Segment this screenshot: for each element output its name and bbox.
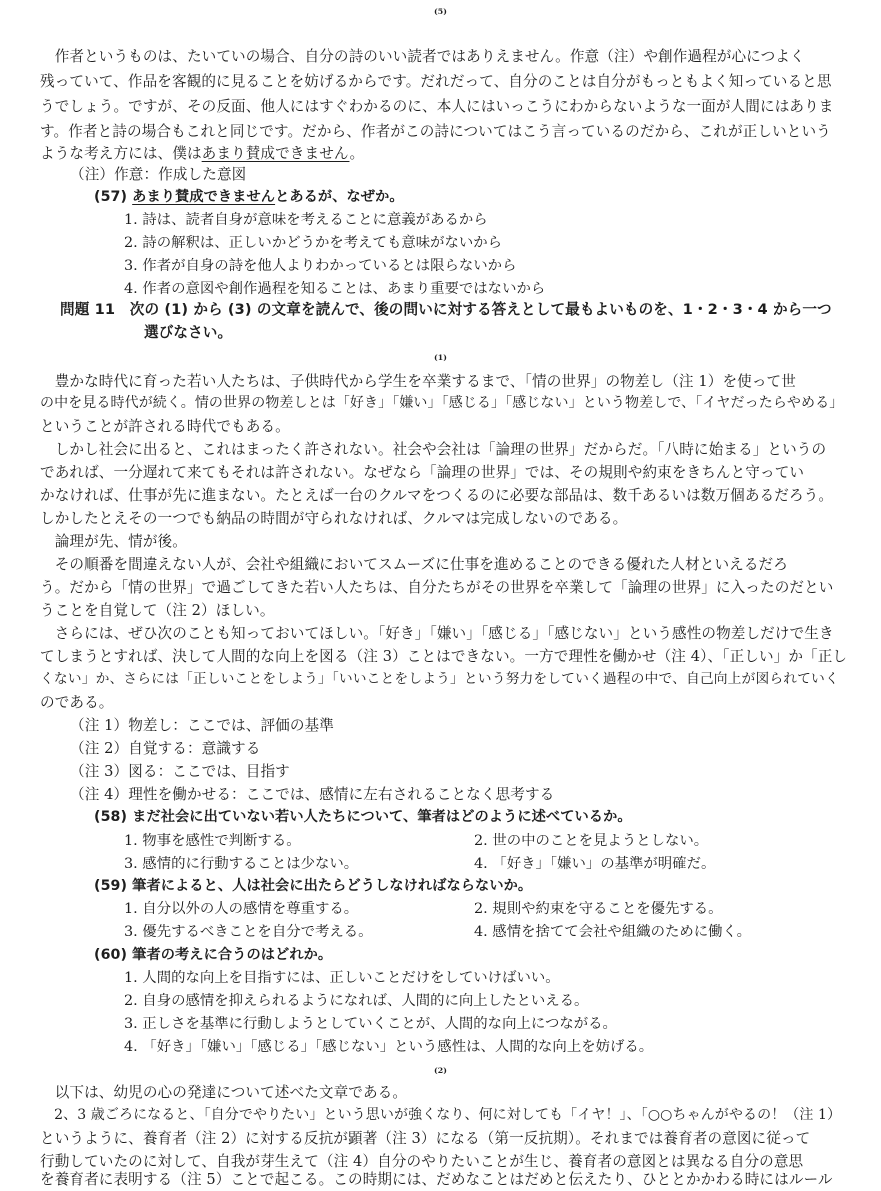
question-57: [94, 186, 841, 209]
passage-line: 残っていて、作品を客観的に見ることを妨げるからです。だれだって、自分のことは自分がもっともよく知っていると思: [40, 73, 832, 90]
passage-line: を養育者に表明する（注 5）ことで起こる。この時期には、だめなことはだめと伝えたり、ひととかかわる時にはルール: [40, 1171, 833, 1188]
underlined-phrase: あまり賛成できません: [132, 189, 276, 205]
section-2-header: (2): [433, 1066, 448, 1075]
underlined-phrase: あまり賛成できません: [201, 145, 350, 162]
passage-line: かなければ、仕事が先に進まない。たとえば一台のクルマをつくるのに必要な部品は、数千あるいは数万個あるだろう。: [40, 487, 834, 504]
passage-line: 以下は、幼児の心の発達について述べた文章である。: [40, 1084, 408, 1101]
footnote: （注）作意：作成した意図: [70, 166, 247, 183]
passage-line: ということが許される時代でもある。: [40, 418, 290, 435]
footnote: （注 4）理性を働かせる：ここでは、感情に左右されることなく思考する: [70, 786, 555, 803]
answer-option[interactable]: 4. 「好き」「嫌い」「感じる」「感じない」という感性は、人間的な向上を妨げる。: [124, 1039, 654, 1055]
question-59: (59) 筆者によると、人は社会に出たらどうしなければならないか。: [94, 878, 533, 894]
question-58: (58) まだ社会に出ていない若い人たちについて、筆者はどのように述べているか。: [94, 809, 632, 825]
mondai-11-heading-cont: 選びなさい。: [144, 324, 233, 341]
passage-line: その順番を間違えない人が、会社や組織においてスムーズに仕事を進めることのできる優れた人材といえるだろ: [40, 556, 788, 573]
passage-line: [40, 142, 841, 165]
answer-option[interactable]: 2. 世の中のことを見ようとしない。: [474, 833, 709, 849]
question-60: (60) 筆者の考えに合うのはどれか。: [94, 947, 333, 963]
question-text: とあるが、なぜか。: [275, 189, 404, 205]
answer-option[interactable]: 1. 人間的な向上を目指すには、正しいことだけをしていけばいい。: [124, 970, 560, 986]
passage-line: のである。: [40, 694, 114, 711]
passage-line: しかしたとえその一つでも納品の時間が守られなければ、クルマは完成しないのである。: [40, 510, 628, 527]
passage-line: うでしょう。ですが、その反面、他人にはすぐわかるのに、本人にはいっこうにわからないような一面が人間にはありま: [40, 98, 834, 115]
answer-option[interactable]: 3. 優先するべきことを自分で考える。: [124, 924, 373, 940]
passage-line: 作者というものは、たいていの場合、自分の詩のいい読者ではありえません。作意（注）や創作過程が心につよく: [40, 48, 805, 65]
passage-text: ような考え方には、僕は: [40, 145, 202, 162]
answer-option[interactable]: 4. 「好き」「嫌い」の基準が明確だ。: [474, 856, 716, 872]
answer-option[interactable]: 3. 感情的に行動することは少ない。: [124, 856, 359, 872]
footnote: （注 3）図る：ここでは、目指す: [70, 763, 290, 780]
passage-line: しかし社会に出ると、これはまったく許されない。社会や会社は「論理の世界」だからだ。「八時に始まる」というの: [40, 441, 827, 458]
passage-line: 論理が先、情が後。: [40, 533, 187, 550]
passage-line: うことを自覚して（注 2）ほしい。: [40, 602, 275, 619]
passage-line: う。だから「情の世界」で過ごしてきた若い人たちは、自分たちがその世界を卒業して「論理の世界」に入ったのだとい: [40, 579, 834, 596]
answer-option[interactable]: 2. 詩の解釈は、正しいかどうかを考えても意味がないから: [124, 235, 503, 251]
footnote: （注 2）自覚する：意識する: [70, 740, 261, 757]
answer-option[interactable]: 1. 詩は、読者自身が意味を考えることに意義があるから: [124, 212, 488, 228]
passage-text: 。: [349, 145, 365, 162]
answer-option[interactable]: 3. 正しさを基準に行動しようとしていくことが、人間的な向上につながる。: [124, 1016, 617, 1032]
passage-line: 行動していたのに対して、自我が芽生えて（注 4）自分のやりたいことが生じ、養育者の意図とは異なる自分の意思: [40, 1153, 804, 1170]
question-number: (57): [94, 189, 128, 205]
answer-option[interactable]: 1. 物事を感性で判断する。: [124, 833, 301, 849]
answer-option[interactable]: 2. 自身の感情を抑えられるようになれば、人間的に向上したといえる。: [124, 993, 589, 1009]
answer-option[interactable]: 4. 作者の意図や創作過程を知ることは、あまり重要ではないから: [124, 281, 546, 297]
mondai-11-heading: 問題 11 次の (1) から (3) の文章を読んで、後の問いに対する答えとして最もよいものを、1・2・3・4 から一つ: [60, 301, 832, 318]
answer-option[interactable]: 2. 規則や約束を守ることを優先する。: [474, 901, 723, 917]
passage-line: であれば、一分遅れて来てもそれは許されない。なぜなら「論理の世界」では、その規則や約束をきちんと守ってい: [40, 464, 805, 481]
passage-line: 豊かな時代に育った若い人たちは、子供時代から学生を卒業するまで、「情の世界」の物差し（注 1）を使って世: [40, 373, 796, 390]
section-1-header: (1): [433, 353, 448, 362]
passage-line: てしまうとすれば、決して人間的な向上を図る（注 3）ことはできない。一方で理性を働かせ（注 4）、「正しい」か「正し: [40, 648, 848, 665]
passage-line: の中を見る時代が続く。情の世界の物差しとは「好き」「嫌い」「感じる」「感じない」という物差しで、「イヤだったらやめる」: [40, 395, 844, 411]
section-5-header: (5): [433, 7, 448, 16]
passage-line: 2、3 歳ごろになると、「自分でやりたい」という思いが強くなり、何に対しても「イヤ！」、「○○ちゃんがやるの！（注 1）: [40, 1107, 842, 1123]
answer-option[interactable]: 3. 作者が自身の詩を他人よりわかっているとは限らないから: [124, 258, 517, 274]
passage-line: というように、養育者（注 2）に対する反抗が顕著（注 3）になる（第一反抗期）。それまでは養育者の意図に従って: [40, 1130, 811, 1147]
answer-option[interactable]: 1. 自分以外の人の感情を尊重する。: [124, 901, 359, 917]
passage-line: さらには、ぜひ次のことも知っておいてほしい。「好き」「嫌い」「感じる」「感じない」という感性の物差しだけで生き: [40, 625, 834, 642]
passage-line: くない」か、さらには「正しいことをしよう」「いいことをしよう」という努力をしていく過程の中で、自己向上が図られていく: [40, 671, 839, 687]
passage-line: す。作者と詩の場合もこれと同じです。だから、作者がこの詩についてはこう言っているのだから、これが正しいという: [40, 123, 831, 140]
answer-option[interactable]: 4. 感情を捨てて会社や組織のために働く。: [474, 924, 752, 940]
footnote: （注 1）物差し：ここでは、評価の基準: [70, 717, 334, 734]
